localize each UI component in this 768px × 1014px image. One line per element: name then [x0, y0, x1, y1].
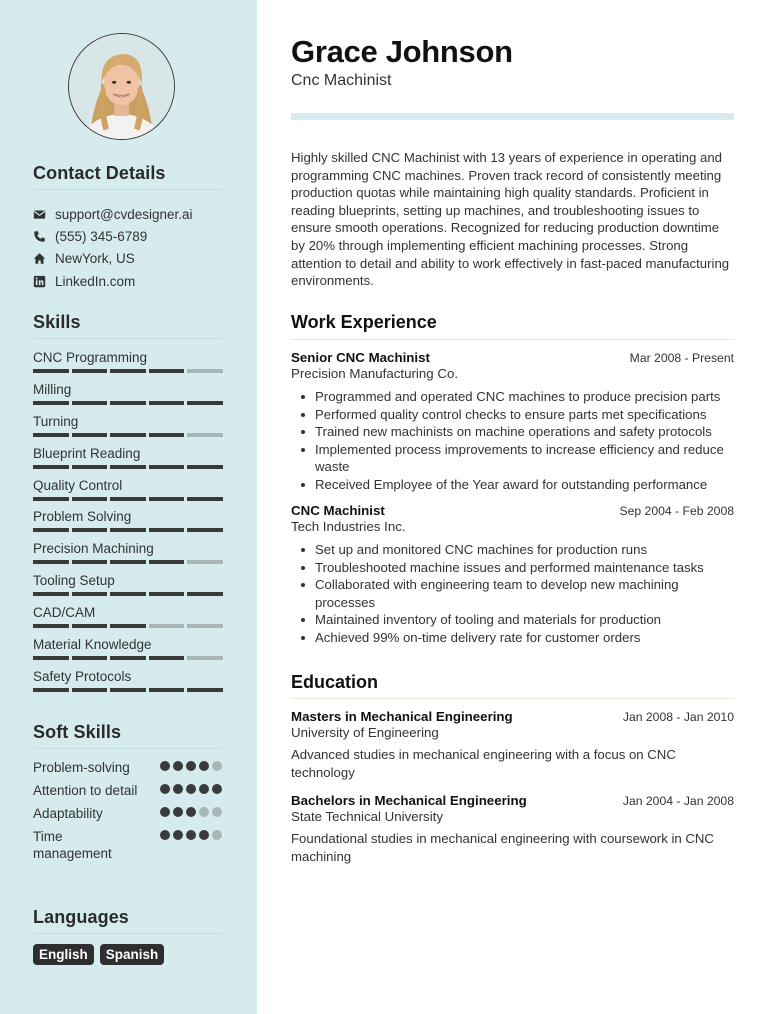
contact-divider — [33, 189, 223, 190]
portrait-illustration — [69, 34, 174, 139]
skill-item — [33, 348, 233, 380]
experience-bullets — [291, 541, 734, 646]
skill-level-segment — [110, 497, 146, 501]
skill-level-segment — [110, 528, 146, 532]
skill-level-segment — [187, 656, 223, 660]
soft-skills-list — [33, 759, 233, 862]
skill-name: CAD/CAM — [33, 605, 96, 621]
skill-level-bar — [33, 688, 233, 692]
skill-level-segment — [149, 688, 185, 692]
experience-entry — [291, 503, 734, 646]
skills-divider — [33, 338, 223, 339]
skill-level-bar — [33, 465, 233, 469]
soft-skill-name: Adaptability — [33, 806, 103, 821]
contact-heading: Contact Details — [33, 163, 166, 183]
soft-skill-item — [33, 759, 233, 776]
skill-level-segment — [149, 656, 185, 660]
rating-dot — [199, 807, 209, 817]
job-title: Cnc Machinist — [291, 72, 392, 89]
skill-item — [33, 667, 233, 699]
skill-level-segment — [187, 560, 223, 564]
skill-level-segment — [110, 688, 146, 692]
rating-dot — [160, 830, 170, 840]
rating-dot — [199, 784, 209, 794]
rating-dot — [160, 807, 170, 817]
skill-level-segment — [72, 369, 108, 373]
skill-item — [33, 476, 233, 508]
education-degree: Bachelors in Mechanical Engineering — [291, 793, 527, 808]
skill-level-segment — [33, 465, 69, 469]
contact-email-text: support@cvdesigner.ai — [55, 206, 193, 222]
soft-skills-divider — [33, 748, 223, 749]
contact-location — [33, 248, 248, 270]
skill-level-segment — [72, 688, 108, 692]
skill-level-segment — [149, 560, 185, 564]
skill-level-segment — [72, 465, 108, 469]
soft-skill-rating — [160, 759, 233, 776]
skill-item — [33, 507, 233, 539]
soft-skill-item — [33, 782, 233, 799]
envelope-icon — [33, 208, 55, 221]
experience-heading: Work Experience — [291, 312, 437, 332]
title-accent-rule — [291, 113, 734, 120]
skills-heading: Skills — [33, 312, 81, 332]
soft-skill-rating — [160, 828, 233, 862]
main-content — [257, 0, 768, 1014]
skill-item — [33, 412, 233, 444]
education-school: University of Engineering — [291, 725, 439, 740]
skill-level-segment — [33, 688, 69, 692]
contact-email[interactable] — [33, 203, 248, 225]
skill-level-segment — [149, 465, 185, 469]
list-item: Implemented process improvements to increase efficiency and reduce waste — [291, 441, 734, 476]
skill-level-bar — [33, 433, 233, 437]
skill-level-segment — [110, 592, 146, 596]
rating-dot — [186, 807, 196, 817]
skill-item — [33, 603, 233, 635]
education-divider — [291, 698, 734, 699]
skill-name: Safety Protocols — [33, 668, 132, 684]
contact-phone[interactable] — [33, 225, 248, 247]
skill-name: Quality Control — [33, 477, 123, 493]
skill-level-segment — [110, 433, 146, 437]
experience-divider — [291, 339, 734, 340]
list-item: Maintained inventory of tooling and materials for production — [291, 611, 734, 629]
rating-dot — [160, 784, 170, 794]
soft-skill-rating — [160, 782, 233, 799]
skill-level-bar — [33, 528, 233, 532]
skill-level-segment — [149, 592, 185, 596]
education-entry — [291, 709, 734, 781]
skill-level-segment — [187, 688, 223, 692]
skill-name: Tooling Setup — [33, 573, 115, 589]
skill-level-segment — [187, 497, 223, 501]
list-item: Programmed and operated CNC machines to produce precision parts — [291, 388, 734, 406]
skill-name: Milling — [33, 381, 72, 397]
skill-level-bar — [33, 401, 233, 405]
experience-bullets — [291, 388, 734, 493]
skill-name: Material Knowledge — [33, 637, 152, 653]
skill-level-segment — [187, 624, 223, 628]
skill-item — [33, 444, 233, 476]
skill-level-segment — [72, 656, 108, 660]
experience-entry — [291, 350, 734, 493]
list-item: Achieved 99% on-time delivery rate for customer orders — [291, 629, 734, 647]
skill-level-segment — [187, 369, 223, 373]
contact-linkedin[interactable] — [33, 270, 248, 292]
phone-icon — [33, 230, 55, 243]
contact-linkedin-text: LinkedIn.com — [55, 273, 136, 289]
skill-item — [33, 539, 233, 571]
skill-level-segment — [187, 592, 223, 596]
skill-level-bar — [33, 560, 233, 564]
rating-dot — [173, 784, 183, 794]
experience-role: Senior CNC Machinist — [291, 350, 430, 365]
skill-level-segment — [33, 624, 69, 628]
skill-level-segment — [33, 528, 69, 532]
rating-dot — [212, 784, 222, 794]
rating-dot — [186, 761, 196, 771]
skill-level-segment — [72, 528, 108, 532]
skill-level-segment — [187, 465, 223, 469]
summary: Highly skilled CNC Machinist with 13 years of experience in operating and programming CNC machines. Proven track record of consistently meeting production quotas while maintaining high quality standards. Proficient in reading blueprints, setting up machines, and troubleshooting issues to ensure smooth operations. Recognized for reducing production downtime by 20% through implementing efficient machining processes. Strong attention to detail and ability to work effectively in fast-paced manufacturing environments. — [291, 150, 730, 289]
skill-level-segment — [110, 401, 146, 405]
skill-name: Blueprint Reading — [33, 445, 141, 461]
skill-level-segment — [149, 497, 185, 501]
rating-dot — [212, 807, 222, 817]
skill-level-segment — [33, 369, 69, 373]
skill-item — [33, 571, 233, 603]
rating-dot — [199, 830, 209, 840]
skill-level-segment — [33, 401, 69, 405]
list-item: Performed quality control checks to ensure parts met specifications — [291, 406, 734, 424]
skill-level-segment — [110, 624, 146, 628]
skill-level-segment — [187, 433, 223, 437]
rating-dot — [199, 761, 209, 771]
language-tag: English — [33, 944, 94, 965]
skill-level-segment — [33, 497, 69, 501]
list-item: Trained new machinists on machine operations and safety protocols — [291, 423, 734, 441]
rating-dot — [212, 761, 222, 771]
experience-company: Tech Industries Inc. — [291, 519, 406, 534]
soft-skill-name: Problem-solving — [33, 760, 130, 775]
skill-level-bar — [33, 369, 233, 373]
skill-level-segment — [110, 656, 146, 660]
skill-level-segment — [33, 433, 69, 437]
education-school: State Technical University — [291, 809, 443, 824]
skill-name: CNC Programming — [33, 350, 148, 365]
skill-level-segment — [149, 369, 185, 373]
experience-company: Precision Manufacturing Co. — [291, 366, 459, 381]
skill-item — [33, 635, 233, 667]
languages-heading: Languages — [33, 907, 129, 927]
skill-level-bar — [33, 497, 233, 501]
rating-dot — [173, 830, 183, 840]
skill-level-segment — [149, 401, 185, 405]
skill-item — [33, 380, 233, 412]
list-item: Set up and monitored CNC machines for production runs — [291, 541, 734, 559]
skill-level-segment — [33, 656, 69, 660]
contact-list — [33, 203, 248, 292]
education-degree: Masters in Mechanical Engineering — [291, 709, 513, 724]
skill-level-segment — [149, 528, 185, 532]
skill-level-segment — [187, 528, 223, 532]
skill-level-segment — [72, 592, 108, 596]
education-heading: Education — [291, 672, 379, 692]
education-date: Jan 2008 - Jan 2010 — [622, 710, 734, 724]
skill-level-segment — [33, 560, 69, 564]
list-item: Received Employee of the Year award for outstanding performance — [291, 476, 734, 494]
languages-divider — [33, 933, 223, 934]
soft-skill-item — [33, 828, 233, 862]
skill-level-segment — [187, 401, 223, 405]
education-description: Foundational studies in mechanical engineering with coursework in CNC machining — [291, 831, 714, 864]
skill-level-segment — [72, 624, 108, 628]
skill-name: Turning — [33, 413, 79, 429]
soft-skill-name: Attention to detail — [33, 783, 138, 798]
rating-dot — [173, 761, 183, 771]
profile-photo — [68, 33, 175, 140]
experience-date: Sep 2004 - Feb 2008 — [619, 504, 734, 518]
experience-role: CNC Machinist — [291, 503, 385, 518]
home-icon — [33, 252, 55, 265]
soft-skill-rating — [160, 805, 233, 822]
rating-dot — [212, 830, 222, 840]
education-date: Jan 2004 - Jan 2008 — [622, 794, 734, 808]
skill-level-segment — [33, 592, 69, 596]
skill-level-segment — [72, 560, 108, 564]
experience-date: Mar 2008 - Present — [629, 351, 734, 365]
rating-dot — [173, 807, 183, 817]
soft-skills-heading: Soft Skills — [33, 722, 122, 742]
contact-phone-text: (555) 345-6789 — [55, 228, 148, 244]
language-tag: Spanish — [100, 944, 165, 965]
list-item: Collaborated with engineering team to develop new machining processes — [291, 576, 734, 611]
skill-level-bar — [33, 592, 233, 596]
skill-level-segment — [149, 624, 185, 628]
skill-level-segment — [110, 369, 146, 373]
skill-level-segment — [72, 497, 108, 501]
rating-dot — [186, 830, 196, 840]
skills-list — [33, 348, 233, 699]
skill-level-segment — [72, 401, 108, 405]
skill-name: Precision Machining — [33, 541, 154, 557]
soft-skill-name: Time management — [33, 829, 112, 861]
candidate-name: Grace Johnson — [291, 34, 513, 69]
rating-dot — [160, 761, 170, 771]
education-entry — [291, 793, 734, 865]
skill-level-bar — [33, 656, 233, 660]
skill-level-segment — [110, 465, 146, 469]
soft-skill-item — [33, 805, 233, 822]
list-item: Troubleshooted machine issues and performed maintenance tasks — [291, 559, 734, 577]
skill-name: Problem Solving — [33, 509, 132, 525]
rating-dot — [186, 784, 196, 794]
education-description: Advanced studies in mechanical engineering with a focus on CNC technology — [291, 747, 676, 780]
skill-level-segment — [149, 433, 185, 437]
skill-level-segment — [72, 433, 108, 437]
contact-location-text: NewYork, US — [55, 251, 135, 267]
linkedin-icon — [33, 275, 55, 288]
skill-level-segment — [110, 560, 146, 564]
skill-level-bar — [33, 624, 233, 628]
sidebar — [0, 0, 257, 1014]
languages-list — [33, 944, 164, 965]
